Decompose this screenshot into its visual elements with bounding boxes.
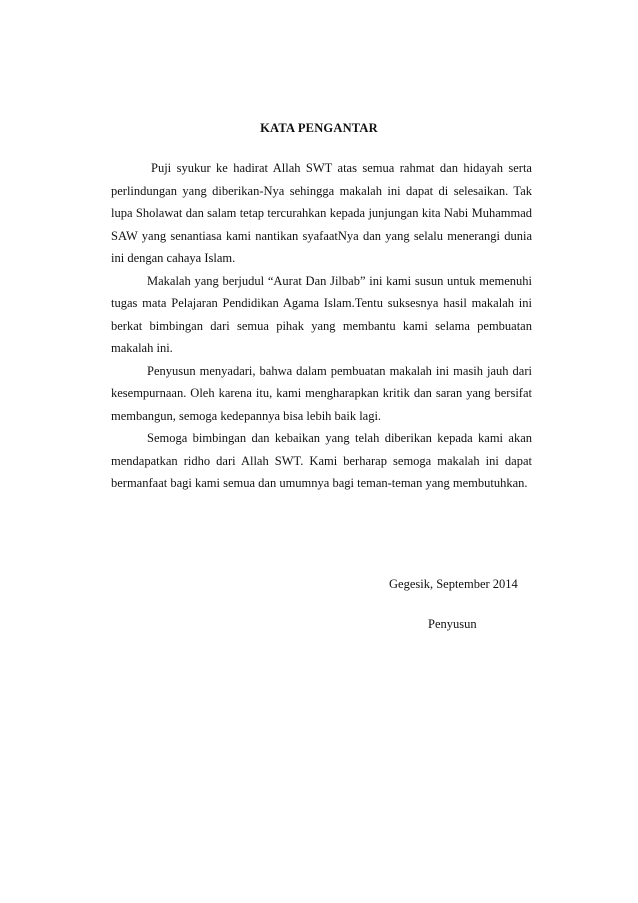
signer: Penyusun [428, 617, 477, 631]
paragraph-purpose: Makalah yang berjudul “Aurat Dan Jilbab” ini kami susun untuk memenuhi tugas mata Pelajaran Pendidikan Agama Islam.Tentu suksesnya hasil makalah ini berkat bimbingan dari semua pihak yang membantu kami selama pembuatan makalah ini. [111, 273, 532, 355]
paragraph-opening: Puji syukur ke hadirat Allah SWT atas semua rahmat dan hidayah serta perlindungan yang diberikan-Nya sehingga makalah ini dapat di selesaikan. Tak lupa Sholawat dan salam tetap tercurahkan kepada junjungan kita Nabi Muhammad SAW yang senantiasa kami nantikan syafaatNya dan yang selalu menerangi dunia ini dengan cahaya Islam. [111, 161, 532, 265]
body-text [111, 157, 532, 495]
page-title: KATA PENGANTAR [260, 121, 378, 135]
paragraph-apology: Penyusun menyadari, bahwa dalam pembuatan makalah ini masih jauh dari kesempurnaan. Oleh karena itu, kami mengharapkan kritik dan saran yang bersifat membangun, semoga kedepannya bisa lebih baik lagi. [111, 363, 532, 423]
paragraph-closing: Semoga bimbingan dan kebaikan yang telah diberikan kepada kami akan mendapatkan ridho dari Allah SWT. Kami berharap semoga makalah ini dapat bermanfaat bagi kami semua dan umumnya bagi teman-teman yang membutuhkan. [111, 431, 532, 490]
place-date: Gegesik, September 2014 [389, 577, 518, 591]
